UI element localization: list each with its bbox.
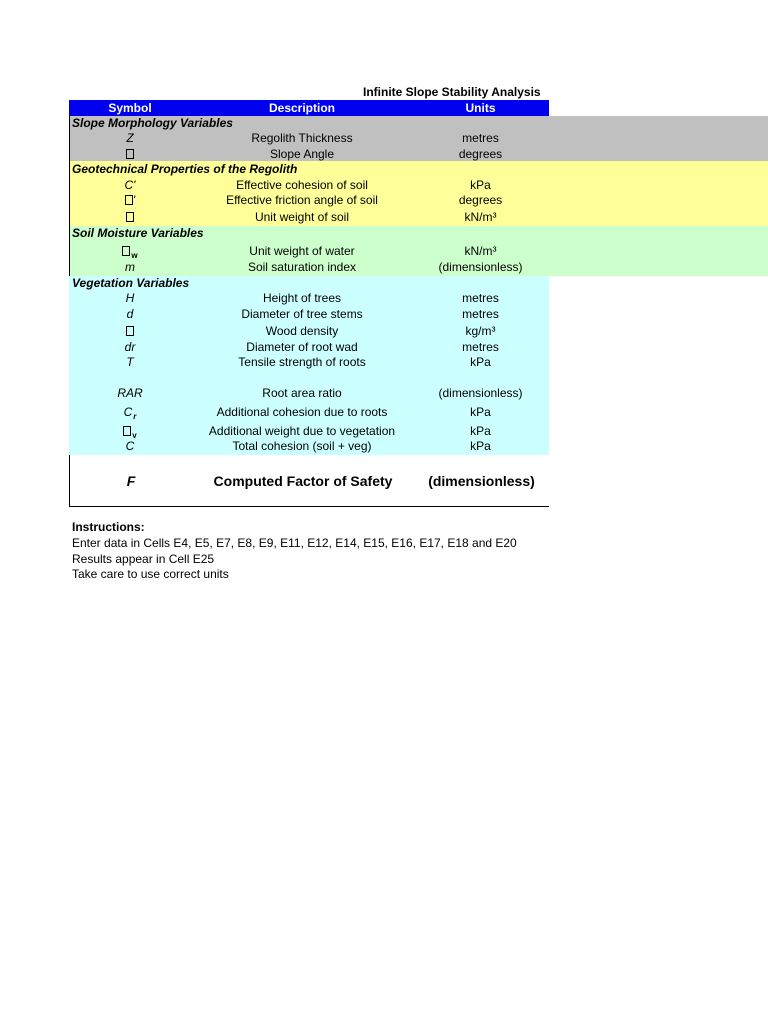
units-cell: (dimensionless) <box>438 260 523 274</box>
units-cell: metres <box>462 307 499 321</box>
header-description: Description <box>268 101 335 115</box>
missing-glyph-icon <box>125 195 133 205</box>
description-cell: Tensile strength of roots <box>238 355 366 369</box>
units-cell: metres <box>462 131 499 145</box>
instructions-heading: Instructions: <box>72 520 145 534</box>
description-cell: Soil saturation index <box>247 260 357 274</box>
missing-glyph-icon <box>126 326 134 336</box>
description-cell: Additional weight due to vegetation <box>208 424 396 438</box>
symbol-cell: T <box>126 355 134 369</box>
missing-glyph-icon <box>123 426 131 436</box>
missing-glyph-icon <box>122 246 130 256</box>
units-cell: kPa <box>470 439 491 453</box>
table-row <box>69 130 549 146</box>
symbol-cell: dr <box>124 340 136 354</box>
table-row <box>69 192 549 208</box>
description-cell: Unit weight of water <box>249 244 355 258</box>
missing-glyph-icon <box>126 149 134 159</box>
units-cell: kPa <box>470 405 491 419</box>
symbol-cell <box>69 146 191 162</box>
units-cell: kPa <box>470 178 491 192</box>
description-cell: Additional cohesion due to roots <box>216 405 388 419</box>
table-row <box>69 339 549 355</box>
section-label-veg: Vegetation Variables <box>72 276 190 290</box>
symbol-cell: ' <box>69 192 191 208</box>
sheet-title: Infinite Slope Stability Analysis <box>363 85 541 99</box>
symbol-cell <box>69 323 191 339</box>
section-label-moisture: Soil Moisture Variables <box>72 226 204 240</box>
table-header-row <box>69 100 549 116</box>
fos-units: (dimensionless) <box>428 473 535 489</box>
units-cell: kPa <box>470 355 491 369</box>
description-cell: Regolith Thickness <box>251 131 353 145</box>
symbol-cell: w <box>69 243 191 264</box>
units-cell: kPa <box>470 424 491 438</box>
header-units: Units <box>465 101 496 115</box>
units-cell: kN/m³ <box>464 210 497 224</box>
table-row <box>69 177 549 193</box>
instructions-line-3: Take care to use correct units <box>72 567 229 581</box>
units-cell: degrees <box>458 193 503 207</box>
table-row <box>69 259 549 275</box>
table-row <box>69 354 549 370</box>
description-cell: Slope Angle <box>269 147 335 161</box>
symbol-cell: C' <box>124 178 136 192</box>
table-row <box>69 323 549 339</box>
description-cell: Unit weight of soil <box>254 210 350 224</box>
units-cell: metres <box>462 291 499 305</box>
units-cell: kg/m³ <box>465 324 496 338</box>
instructions-line-1: Enter data in Cells E4, E5, E7, E8, E9, E11, E12, E14, E15, E16, E17, E18 and E20 <box>72 536 517 550</box>
fos-description: Computed Factor of Safety <box>213 473 393 489</box>
section-label-geo: Geotechnical Properties of the Regolith <box>72 162 298 176</box>
description-cell: Diameter of root wad <box>246 340 358 354</box>
symbol-cell <box>69 209 191 225</box>
symbol-cell: m <box>125 260 135 274</box>
description-cell: Diameter of tree stems <box>241 307 363 321</box>
symbol-cell: RAR <box>117 386 143 400</box>
description-cell: Total cohesion (soil + veg) <box>232 439 372 453</box>
description-cell: Root area ratio <box>262 386 342 400</box>
section-label-slope: Slope Morphology Variables <box>72 116 233 130</box>
description-cell: Wood density <box>265 324 339 338</box>
units-cell: degrees <box>458 147 503 161</box>
symbol-cell: H <box>125 291 135 305</box>
table-row <box>69 423 549 439</box>
table-row <box>69 209 549 225</box>
table-row <box>69 306 549 322</box>
description-cell: Effective cohesion of soil <box>236 178 368 192</box>
header-symbol: Symbol <box>108 101 152 115</box>
symbol-cell: Z <box>126 131 134 145</box>
description-cell: Effective friction angle of soil <box>226 193 378 207</box>
units-cell: metres <box>462 340 499 354</box>
symbol-cell: $C_r$ <box>123 405 137 421</box>
fos-symbol: F <box>126 473 136 489</box>
missing-glyph-icon <box>126 212 134 222</box>
units-cell: (dimensionless) <box>438 386 523 400</box>
description-cell: Height of trees <box>262 291 342 305</box>
instructions-line-2: Results appear in Cell E25 <box>72 552 215 566</box>
table-row <box>69 438 549 454</box>
table-row <box>69 243 549 259</box>
table-row <box>69 290 549 306</box>
symbol-cell: v <box>69 423 191 444</box>
units-cell: kN/m³ <box>464 244 497 258</box>
symbol-cell: C <box>125 439 135 453</box>
table-row <box>69 385 549 401</box>
factor-of-safety-row <box>69 455 549 507</box>
table-row <box>69 404 549 420</box>
table-row <box>69 146 549 162</box>
symbol-cell: d <box>126 307 134 321</box>
